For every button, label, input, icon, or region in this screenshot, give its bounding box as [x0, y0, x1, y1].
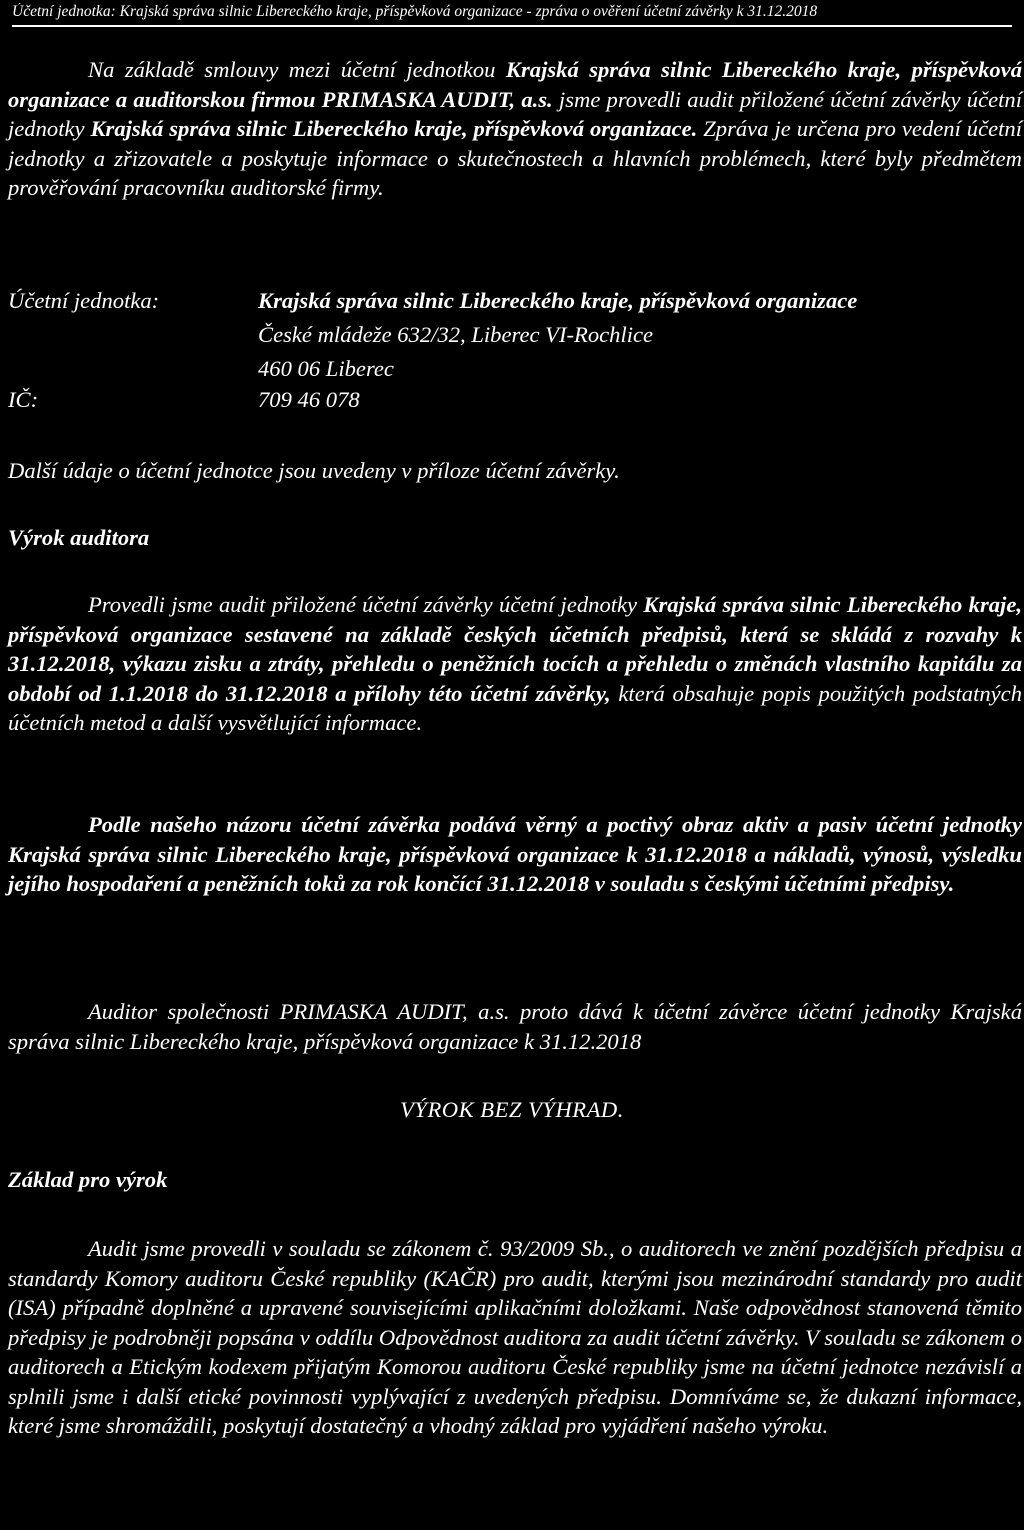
- opinion-text-2: která obsahuje popis použitých podstatných účetních metod a další vysvětlující informace.: [8, 680, 1023, 735]
- basis-text: Audit jsme provedli v souladu se zákonem č. 93/2009 Sb., o auditorech ve znění pozdějších předpisu a standardy Komory auditoru České republiky (KAČR) pro audit, kterými jsou mezinárodní standardy pro audit (ISA) případně doplněné a upravené souvisejícími aplikačními doložkami. Naše odpovědnost stanovená těmito předpisy je podrobněji popsána v oddílu Odpovědnost auditora za audit účetní závěrky. V souladu se zákonem o auditorech a Etickým kodexem přijatým Komorou auditoru České republiky jsme na účetní jednotce nezávislí a splnili jsme i další etické povinnosti vyplývající z uvedených předpisu. Domníváme se, že dukazní informace, které jsme shromáždili, poskytují dostatečný a vhodný základ pro vyjádření našeho výroku.: [8, 1236, 1022, 1438]
- intro-bold-1: Krajská správa silnic Libereckého kraje, příspěvková organizace a auditorskou firmou PRIMASKA AUDIT, a.s.: [8, 57, 1022, 112]
- auditor-statement: [8, 997, 1022, 1056]
- basis-heading: Základ pro výrok: [8, 1167, 168, 1192]
- entity-city: 460 06 Liberec: [258, 356, 394, 381]
- basis-paragraph: [8, 1234, 1022, 1441]
- opinion-paragraph: [8, 590, 1022, 738]
- opinion-heading: Výrok auditora: [8, 525, 150, 550]
- header-rule: [12, 25, 1012, 27]
- intro-text-2: jsme provedli audit přiložené účetní závěrky účetní jednotky: [8, 86, 1022, 141]
- auditor-statement-text: Auditor společnosti PRIMASKA AUDIT, a.s. proto dává k účetní závěrce účetní jednotky Krajská správa silnic Libereckého kraje, příspěvková organizace k 31.12.2018: [8, 999, 1022, 1054]
- ic-label: IČ:: [8, 387, 39, 412]
- opinion-bold-1: Krajská správa silnic Libereckého kraje, příspěvková organizace sestavené na základě českých účetních předpisů, která se skládá z rozvahy k 31.12.2018, výkazu zisku a ztráty, přehledu o peněžních tocích a přehledu o změnách vlastního kapitálu za období od 1.1.2018 do 31.12.2018 a přílohy této účetní závěrky,: [8, 592, 1023, 706]
- ic-value: 709 46 078: [258, 387, 360, 412]
- intro-text-3: Zpráva je určena pro vedení účetní jednotky a zřizovatele a poskytuje informace o skutečnostech a hlavních problémech, které byly předmětem prověřování pracovníku auditorské firmy.: [8, 116, 1022, 200]
- view-text: Podle našeho názoru účetní závěrka podává věrný a poctivý obraz aktiv a pasiv účetní jednotky Krajská správa silnic Libereckého kraje, příspěvková organizace k 31.12.2018 a nákladů, výnosů, výsledku jejího hospodaření a peněžních toků za rok končící 31.12.2018 v souladu s českými účetními předpisy.: [8, 812, 1022, 896]
- intro-text-1: Na základě smlouvy mezi účetní jednotkou: [88, 57, 506, 82]
- intro-paragraph: [8, 55, 1022, 203]
- entity-name: Krajská správa silnic Libereckého kraje, příspěvková organizace: [258, 288, 858, 313]
- page-header: Účetní jednotka: Krajská správa silnic Libereckého kraje, příspěvková organizace - zpráva o ověření účetní závěrky k 31.12.2018: [12, 3, 818, 20]
- further-info: Další údaje o účetní jednotce jsou uvedeny v příloze účetní závěrky.: [8, 458, 620, 483]
- entity-label: Účetní jednotka:: [8, 288, 160, 313]
- entity-street: České mládeže 632/32, Liberec VI-Rochlice: [258, 322, 654, 347]
- opinion-text-1: Provedli jsme audit přiložené účetní závěrky účetní jednotky: [88, 592, 644, 617]
- verdict-heading: VÝROK BEZ VÝHRAD.: [400, 1097, 624, 1122]
- view-paragraph: [8, 810, 1022, 899]
- intro-bold-2: Krajská správa silnic Libereckého kraje, příspěvková organizace.: [90, 116, 698, 141]
